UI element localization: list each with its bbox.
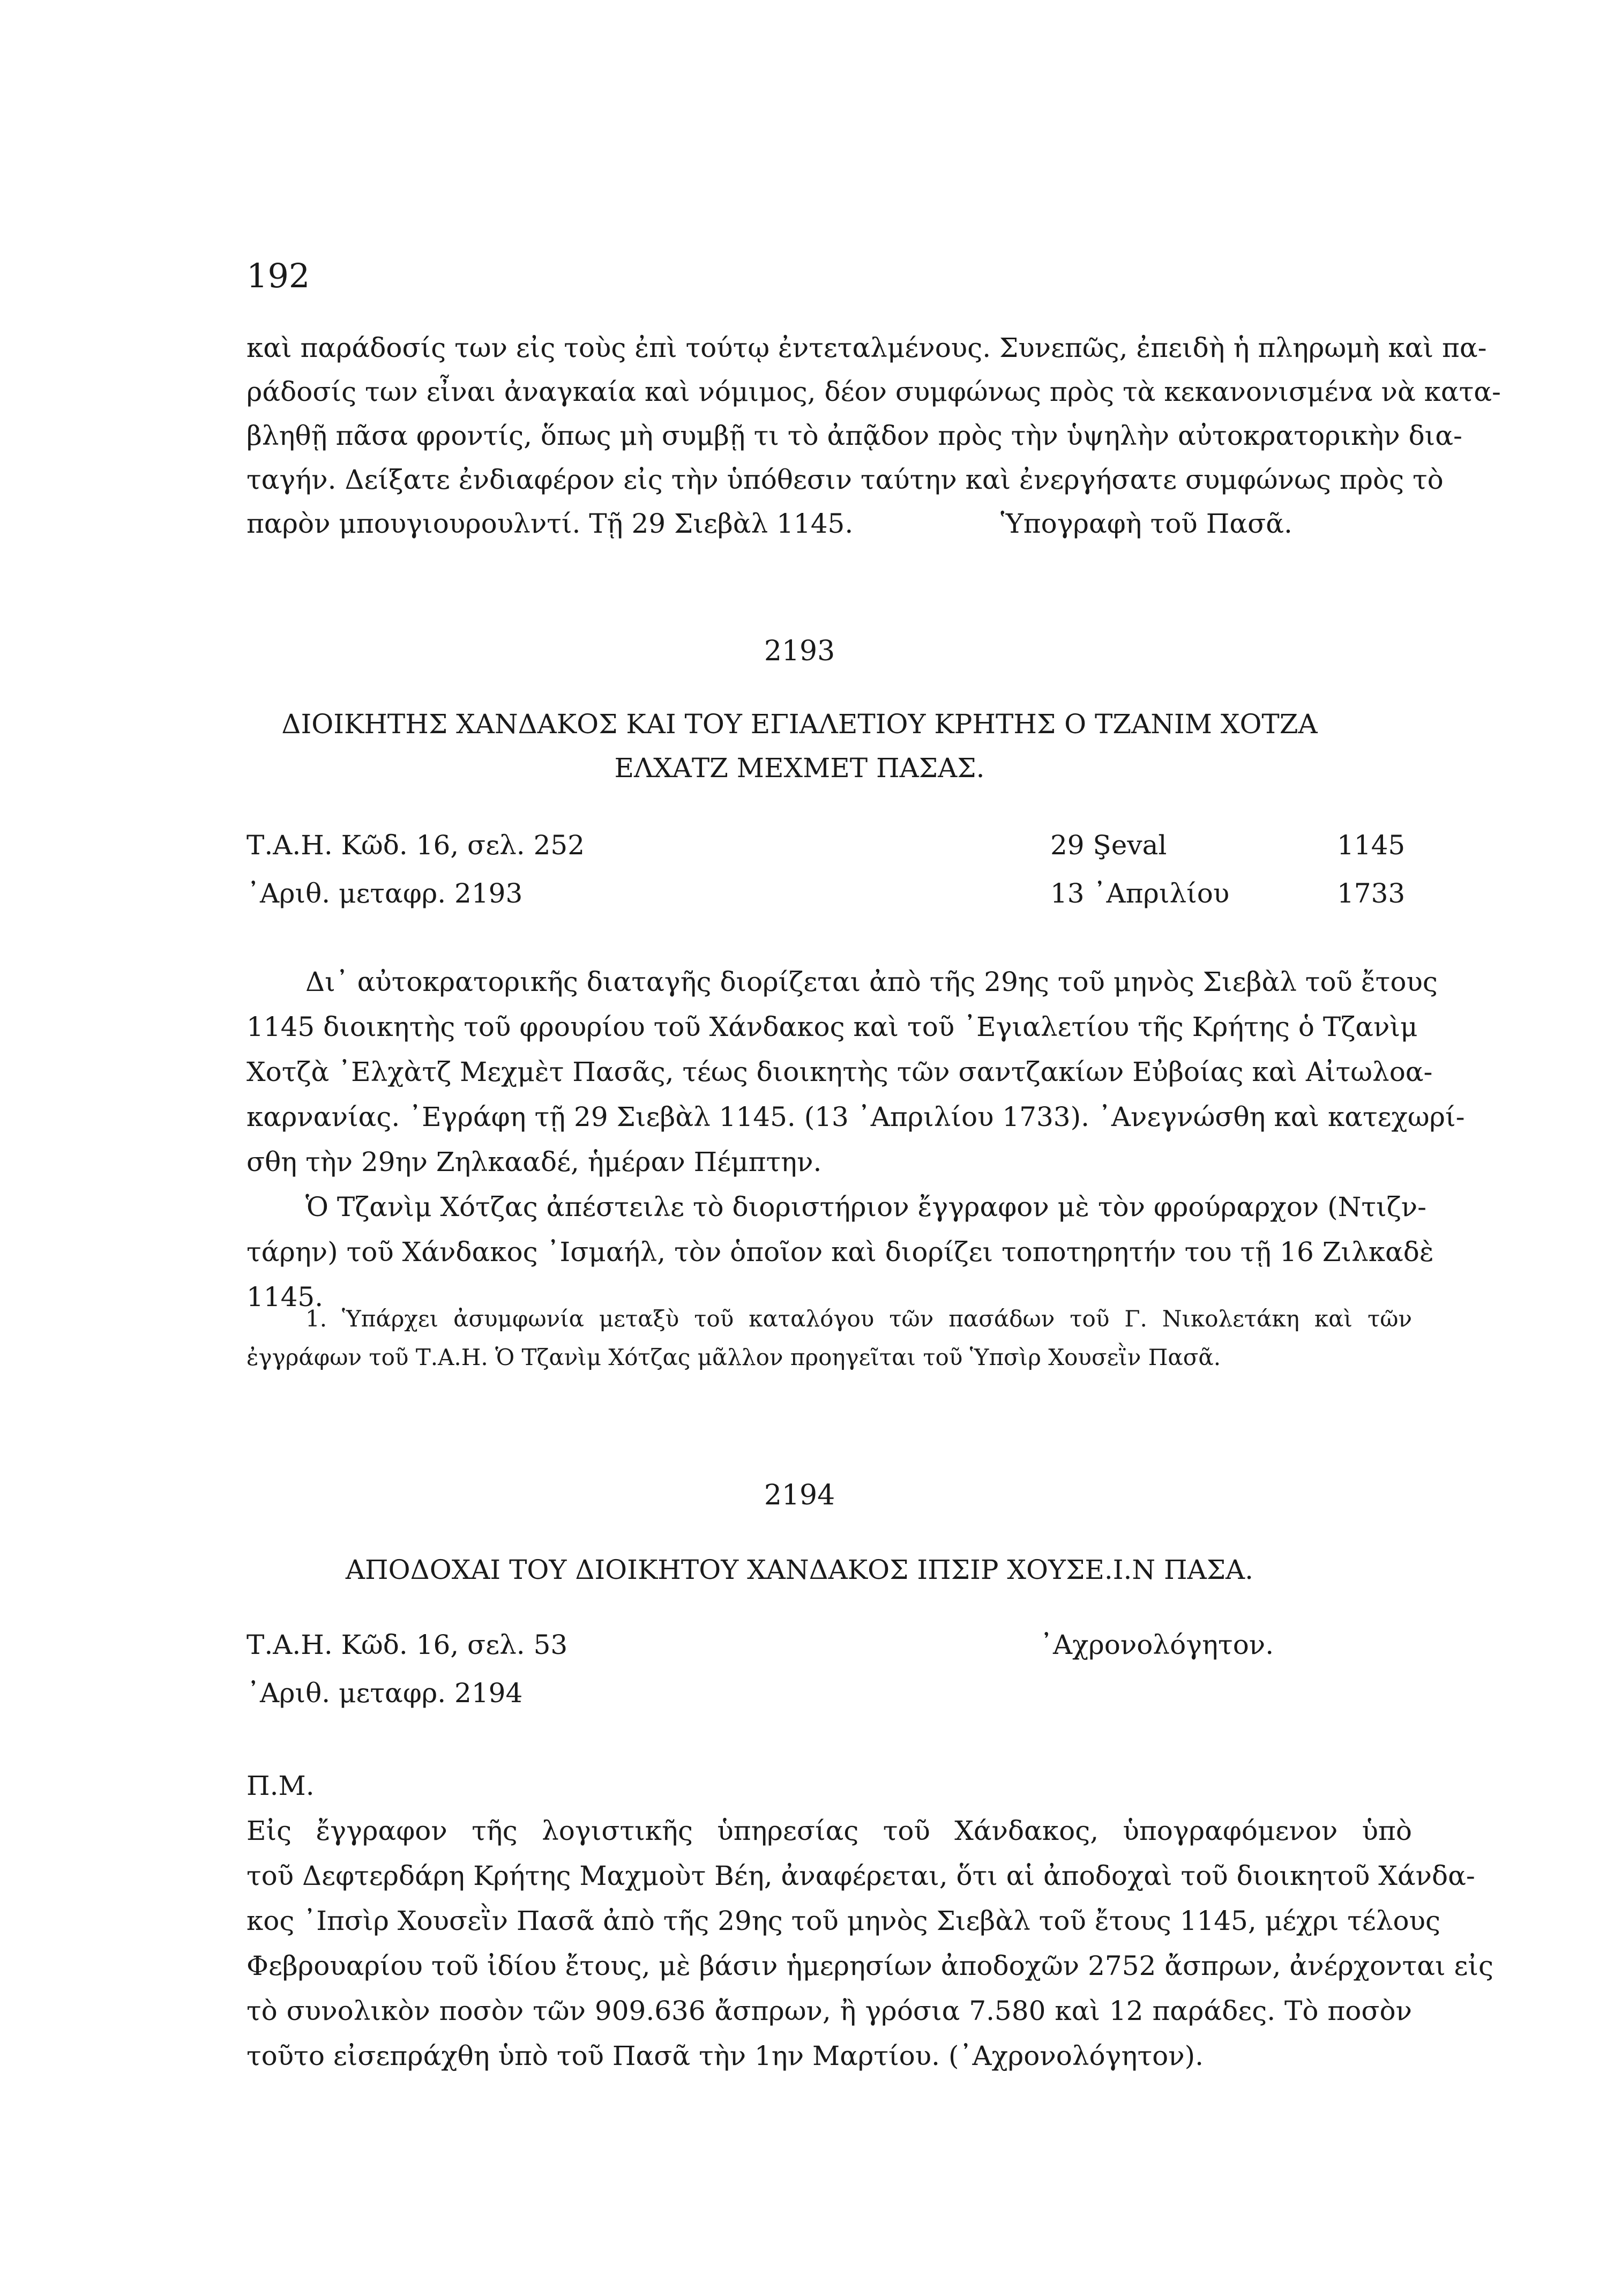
text-line: τοῦτο εἰσεπράχθη ὑπὸ τοῦ Πασᾶ τὴν 1ην Μαρτίου. (᾿Αχρονολόγητον).: [246, 2040, 1204, 2071]
year-gregorian: 1733: [1337, 878, 1406, 909]
text-line: τοῦ Δεφτερδάρη Κρήτης Μαχμοὺτ Βέη, ἀναφέρεται, ὅτι αἱ ἀποδοχαὶ τοῦ διοικητοῦ Χάνδα-: [246, 1860, 1475, 1891]
text-line: ράδοσίς των εἶναι ἀναγκαία καὶ νόμιμος, δέον συμφώνως πρὸς τὰ κεκανονισμένα νὰ κατα-: [246, 376, 1501, 407]
title-line: ΕΛΧΑΤΖ ΜΕΧΜΕΤ ΠΑΣΑΣ.: [614, 752, 985, 784]
text-line: καρνανίας. ᾿Εγράφη τῇ 29 Σιεβὰλ 1145. (13 ᾿Απριλίου 1733). ᾿Ανεγνώσθη καὶ κατεχωρί-: [246, 1101, 1465, 1132]
text-line: κος ᾿Ιπσὶρ Χουσεῒν Πασᾶ ἀπὸ τῆς 29ης τοῦ μηνὸς Σιεβὰλ τοῦ ἔτους 1145, μέχρι τέλους: [246, 1905, 1441, 1936]
entry-title-2193: [0, 702, 1599, 790]
source-reference: Τ.Α.Η. Κῶδ. 16, σελ. 252: [246, 830, 585, 861]
entry-number-2194: 2194: [764, 1479, 835, 1511]
pm-label: Π.Μ.: [246, 1770, 315, 1801]
text-line: Χοτζὰ ᾿Ελχὰτζ Μεχμὲτ Πασᾶς, τέως διοικητὴς τῶν σαντζακίων Εὐβοίας καὶ Αἰτωλοα-: [246, 1056, 1433, 1087]
date-status: ᾿Αχρονολόγητον.: [1040, 1629, 1274, 1660]
text-fragment: Εἰς ἔγγραφον τῆς λογιστικῆς ὑπηρεσίας τοῦ Χάνδακος, ὑπογραφόμενον ὑπὸ: [246, 1815, 1412, 1846]
text-line: Δι᾿ αὐτοκρατορικῆς διαταγῆς διορίζεται ἀπὸ τῆς 29ης τοῦ μηνὸς Σιεβὰλ τοῦ ἔτους: [305, 966, 1438, 997]
text-line: σθη τὴν 29ην Ζηλκααδέ, ἡμέραν Πέμπτην.: [246, 1146, 822, 1177]
text-line: βληθῇ πᾶσα φροντίς, ὅπως μὴ συμβῇ τι τὸ ἀπᾷδον πρὸς τὴν ὑψηλὴν αὐτοκρατορικὴν δια-: [246, 420, 1462, 451]
date-gregorian: 13 ᾿Απριλίου: [1050, 878, 1230, 909]
footnote-line: ἐγγράφων τοῦ Τ.Α.Η. Ὁ Τζανὶμ Χότζας μᾶλλον προηγεῖται τοῦ Ὑπσὶρ Χουσεῒν Πασᾶ.: [246, 1344, 1221, 1370]
text-line: [246, 502, 1412, 546]
text-line: 1145 διοικητὴς τοῦ φρουρίου τοῦ Χάνδακος καὶ τοῦ ᾿Εγιαλετίου τῆς Κρήτης ὁ Τζανὶμ: [246, 1011, 1418, 1042]
entry-2194-body: [246, 1763, 1494, 2078]
text-line: τὸ συνολικὸν ποσὸν τῶν 909.636 ἄσπρων, ἢ γρόσια 7.580 καὶ 12 παράδες. Τὸ ποσὸν: [246, 1995, 1412, 2026]
closing-text: παρὸν μπουγιουρουλντί. Τῇ 29 Σιεβὰλ 1145.: [246, 508, 854, 539]
entry-2193-body: [246, 959, 1465, 1320]
text-line: ταγήν. Δείξατε ἐνδιαφέρον εἰς τὴν ὑπόθεσιν ταύτην καὶ ἐνεργήσατε συμφώνως πρὸς τὸ: [246, 464, 1444, 495]
page-number: 192: [246, 256, 310, 295]
entry-title-2194: [0, 1548, 1599, 1592]
translation-number: ᾿Αριθ. μεταφρ. 2194: [246, 1678, 523, 1709]
text-line: τάρην) τοῦ Χάνδακος ᾿Ισμαήλ, τὸν ὁποῖον καὶ διορίζει τοποτηρητήν του τῇ 16 Ζιλκαδὲ: [246, 1236, 1434, 1268]
text-line: καὶ παράδοσίς των εἰς τοὺς ἐπὶ τούτῳ ἐντεταλμένους. Συνεπῶς, ἐπειδὴ ἡ πληρωμὴ καὶ πα-: [246, 332, 1487, 363]
pasha-signature: Ὑπογραφὴ τοῦ Πασᾶ.: [1000, 508, 1292, 539]
text-line: 1145.: [246, 1281, 324, 1313]
date-hijri: 29 Şeval: [1050, 830, 1167, 861]
text-line: Ὁ Τζανὶμ Χότζας ἀπέστειλε τὸ διοριστήριον ἔγγραφον μὲ τὸν φρούραρχον (Ντιζν-: [305, 1191, 1426, 1222]
translation-number: ᾿Αριθ. μεταφρ. 2193: [246, 878, 523, 909]
footnote-line: 1. Ὑπάρχει ἀσυμφωνία μεταξὺ τοῦ καταλόγου τῶν πασάδων τοῦ Γ. Νικολετάκη καὶ τῶν: [305, 1306, 1412, 1332]
title-line: ΔΙΟΙΚΗΤΗΣ ΧΑΝΔΑΚΟΣ ΚΑΙ ΤΟΥ ΕΓΙΑΛΕΤΙΟΥ ΚΡΗΤΗΣ Ο ΤΖΑΝΙΜ ΧΟΤΖΑ: [281, 709, 1318, 740]
entry-number-2193: 2193: [764, 635, 835, 667]
text-line: [246, 1763, 1412, 1853]
text-line: Φεβρουαρίου τοῦ ἰδίου ἔτους, μὲ βάσιν ἡμερησίων ἀποδοχῶν 2752 ἄσπρων, ἀνέρχονται εἰς: [246, 1950, 1494, 1981]
footnote: [246, 1300, 1412, 1377]
title-line: ΑΠΟΔΟΧΑΙ ΤΟΥ ΔΙΟΙΚΗΤΟΥ ΧΑΝΔΑΚΟΣ ΙΠΣΙΡ ΧΟΥΣΕ.Ι.Ν ΠΑΣΑ.: [345, 1554, 1254, 1585]
source-reference: Τ.Α.Η. Κῶδ. 16, σελ. 53: [246, 1629, 568, 1660]
continuation-text: [246, 326, 1501, 546]
year-hijri: 1145: [1337, 830, 1406, 861]
